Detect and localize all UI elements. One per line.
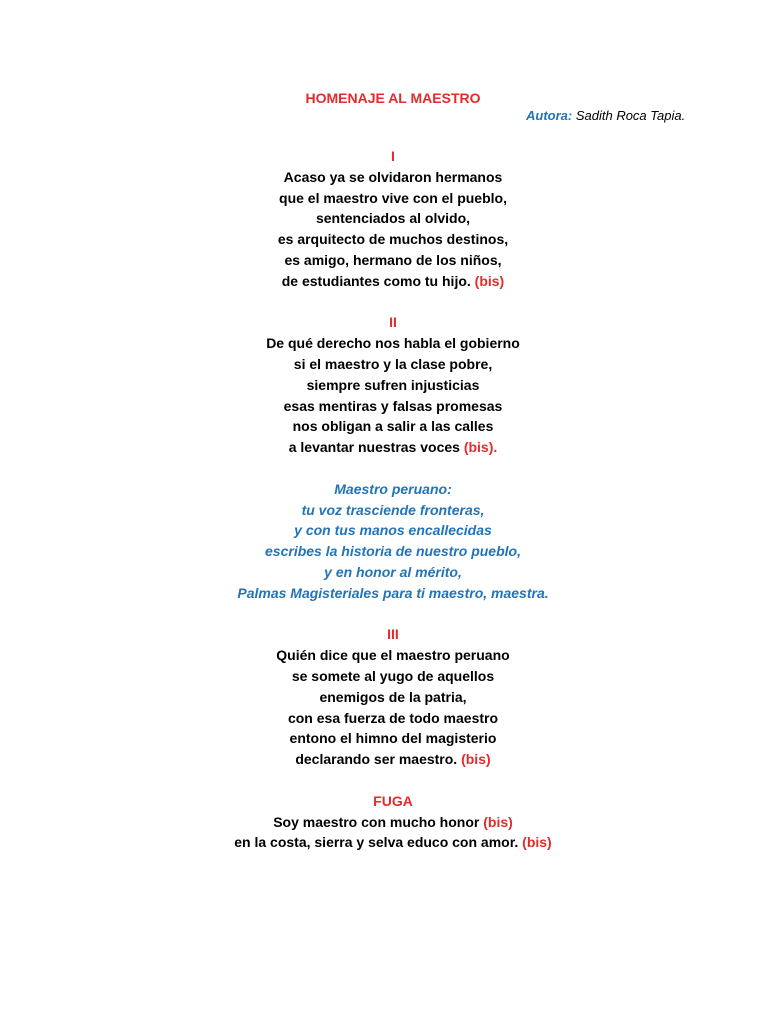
bis-marker: (bis) (483, 813, 513, 830)
chorus (0, 479, 768, 604)
verse-line: enemigos de la patria, (319, 688, 467, 705)
bis-marker: (bis) (474, 272, 505, 289)
verse-line: esas mentiras y falsas promesas (283, 397, 503, 414)
fuga (0, 791, 768, 853)
chorus-line: Palmas Magisteriales para ti maestro, maestra. (237, 584, 549, 601)
chorus-line: tu voz trasciende fronteras, (301, 501, 485, 518)
chorus-line: y en honor al mérito, (324, 563, 462, 580)
chorus-line (0, 479, 768, 500)
author-line (526, 106, 685, 126)
bis-marker: (bis) (522, 834, 552, 851)
stanza-3 (0, 624, 768, 770)
verse-line: es arquitecto de muchos destinos, (277, 231, 509, 248)
verse-line: De qué derecho nos habla el gobierno (266, 335, 520, 352)
stanza-heading: III (387, 626, 399, 643)
verse-text: en la costa, sierra y selva educo con amor. (234, 834, 519, 851)
chorus-line: y con tus manos encallecidas (294, 522, 492, 539)
verse-line: se somete al yugo de aquellos (291, 667, 495, 684)
stanza-1 (0, 146, 768, 292)
bis-marker: (bis). (463, 439, 498, 456)
stanza-2 (0, 312, 768, 458)
verse-line: siempre sufren injusticias (306, 376, 480, 393)
stanza-heading: II (389, 314, 397, 331)
verse-line: que el maestro vive con el pueblo, (279, 189, 507, 206)
chorus-text: Maestro peruano: (334, 480, 452, 497)
verse-text: Soy maestro con mucho honor (273, 813, 480, 830)
verse-line: nos obligan a salir a las calles (292, 418, 494, 435)
verse-line-last (0, 437, 768, 458)
document-title: HOMENAJE AL MAESTRO (305, 90, 481, 106)
verse-line: es amigo, hermano de los niños, (284, 251, 502, 268)
verse-line: con esa fuerza de todo maestro (287, 709, 499, 726)
verse-line: sentenciados al olvido, (315, 210, 471, 227)
verse-text: de estudiantes como tu hijo. (281, 272, 471, 289)
author-label: Autora: (526, 108, 573, 123)
fuga-heading: FUGA (373, 792, 413, 809)
chorus-line: escribes la historia de nuestro pueblo, (265, 543, 521, 560)
poem-body (0, 146, 768, 874)
verse-line-last (0, 749, 768, 770)
bis-marker: (bis) (461, 751, 491, 768)
fuga-line (0, 832, 768, 853)
fuga-line (0, 812, 768, 833)
verse-line-last (0, 271, 768, 292)
verse-text: declarando ser maestro. (295, 751, 458, 768)
verse-line: Quién dice que el maestro peruano (276, 647, 510, 664)
verse-line: si el maestro y la clase pobre, (293, 355, 493, 372)
verse-text: a levantar nuestras voces (288, 439, 460, 456)
verse-line: Acaso ya se olvidaron hermanos (283, 168, 503, 185)
stanza-heading: I (391, 148, 395, 164)
verse-line: entono el himno del magisterio (289, 730, 497, 747)
author-name: Sadith Roca Tapia. (575, 108, 686, 123)
